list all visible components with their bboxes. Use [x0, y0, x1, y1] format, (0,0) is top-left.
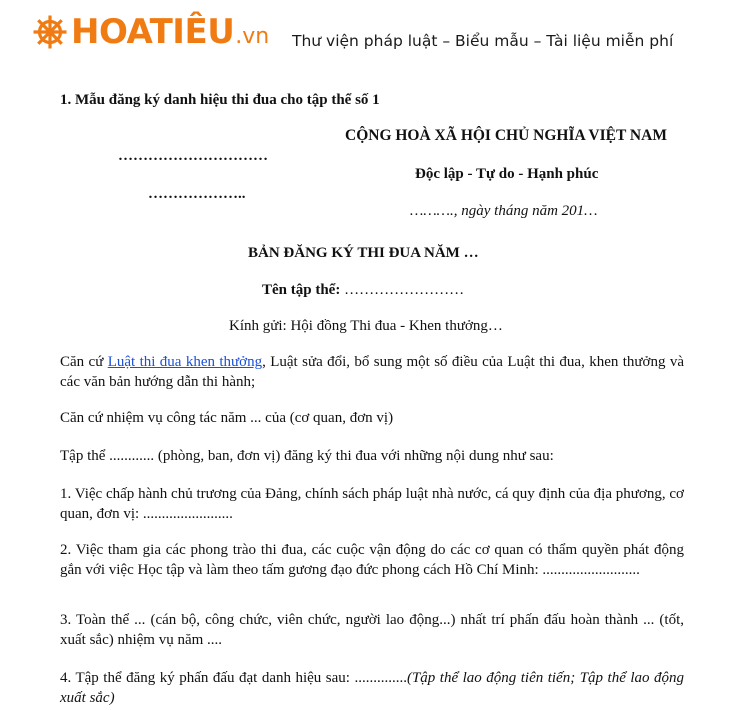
site-header	[0, 0, 742, 86]
paragraph-registration-intro: Tập thể ............ (phòng, ban, đơn vị) đăng ký thi đua với những nội dung như sau:	[60, 448, 554, 464]
logo-domain: .vn	[235, 23, 270, 49]
section-title: 1. Mẫu đăng ký danh hiệu thi đua cho tập thể số 1	[60, 92, 380, 108]
paragraph-item-4	[60, 668, 684, 708]
logo-wordmark: HOATIÊU	[71, 12, 235, 52]
law-link[interactable]: Luật thi đua khen thưởng	[107, 354, 263, 370]
ship-wheel-icon	[32, 14, 68, 50]
hoatieu-logo[interactable]	[32, 14, 269, 50]
date-line: ………., ngày tháng năm 201…	[410, 203, 598, 219]
paragraph-item-1: 1. Việc chấp hành chủ trương của Đảng, chính sách pháp luật nhà nước, cá quy định của địa phương, cơ quan, đơn vị: ........................	[60, 486, 684, 522]
national-title: CỘNG HOÀ XÃ HỘI CHỦ NGHĨA VIỆT NAM	[345, 127, 667, 144]
paragraph-item-3: 3. Toàn thể ... (cán bộ, công chức, viên chức, người lao động...) nhất trí phấn đấu hoàn thành ... (tốt, xuất sắc) nhiệm vụ năm ....	[60, 612, 684, 648]
agency-placeholder-line1: …………………………	[118, 148, 268, 164]
paragraph-legal-basis	[60, 352, 684, 392]
addressee: Kính gửi: Hội đồng Thi đua - Khen thưởng…	[229, 318, 503, 334]
item-4-options: (Tập thể lao động tiên tiến; Tập thể lao động xuất sắc)	[60, 670, 684, 706]
site-tagline: Thư viện pháp luật – Biểu mẫu – Tài liệu miễn phí	[292, 32, 674, 50]
legal-basis-prefix: Căn cứ	[60, 354, 108, 370]
paragraph-annual-duty: Căn cứ nhiệm vụ công tác năm ... của (cơ quan, đơn vị)	[60, 410, 394, 426]
collective-name-row	[262, 280, 464, 300]
agency-placeholder-line2: ………………..	[148, 186, 246, 202]
collective-name-label: Tên tập thể:	[262, 282, 341, 298]
form-title: BẢN ĐĂNG KÝ THI ĐUA NĂM …	[248, 245, 479, 261]
item-4-text: 4. Tập thể đăng ký phấn đấu đạt danh hiệu sau: ..............	[60, 670, 407, 686]
collective-name-value: ……………………	[340, 282, 465, 298]
national-motto: Độc lập - Tự do - Hạnh phúc	[415, 166, 599, 182]
legal-basis-suffix: , Luật sửa đổi, bổ sung một số điều của Luật thi đua, khen thưởng và các văn bản hướng dẫn thi hành;	[60, 354, 684, 390]
paragraph-item-2: 2. Việc tham gia các phong trào thi đua, các cuộc vận động do các cơ quan có thẩm quyền phát động gắn với việc Học tập và làm theo tấm gương đạo đức phong cách Hồ Chí Minh: ..........................	[60, 542, 684, 578]
